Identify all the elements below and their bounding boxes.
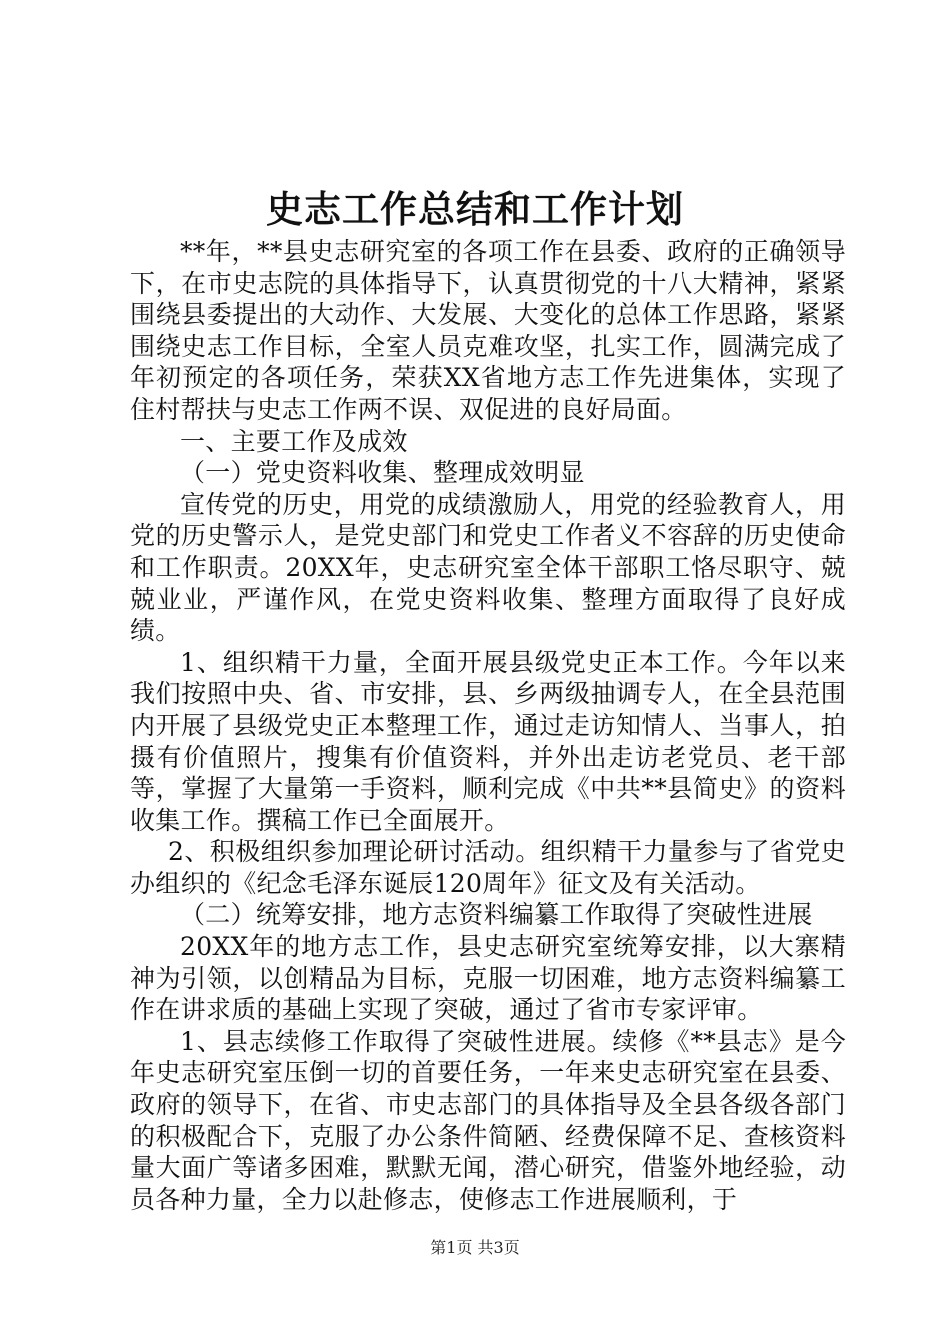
document-body	[130, 236, 846, 1215]
paragraph-intro: **年，**县史志研究室的各项工作在县委、政府的正确领导下，在市史志院的具体指导下，认真贯彻党的十八大精神，紧紧围绕县委提出的大动作、大发展、大变化的总体工作思路，紧紧围绕史志工作目标，全室人员克难攻坚，扎实工作，圆满完成了年初预定的各项任务，荣获XX省地方志工作先进集体，实现了住村帮扶与史志工作两不误、双促进的良好局面。	[130, 237, 846, 424]
heading-subsection-2: （二）统筹安排，地方志资料编纂工作取得了突破性进展	[180, 900, 813, 930]
document-title: 史志工作总结和工作计划	[266, 187, 684, 231]
paragraph-party-history: 宣传党的历史，用党的成绩激励人，用党的经验教育人，用党的历史警示人，是党史部门和党史工作者义不容辞的历史使命和工作职责。20XX年，史志研究室全体干部职工恪尽职守、兢兢业业，严谨作风，在党史资料收集、整理方面取得了良好成绩。	[130, 489, 846, 646]
heading-subsection-1: （一）党史资料收集、整理成效明显	[180, 458, 585, 488]
paragraph-county-chronicle: 1、县志续修工作取得了突破性进展。续修《**县志》是今年史志研究室压倒一切的首要任务，一年来史志研究室在县委、政府的领导下，在省、市史志部门的具体指导及全县各级各部门的积极配合下，克服了办公条件简陋、经费保障不足、查核资料量大面广等诸多困难，默默无闻，潜心研究，借鉴外地经验，动员各种力量，全力以赴修志，使修志工作进展顺利，于	[130, 1026, 846, 1214]
paragraph-local-chronicle: 20XX年的地方志工作，县史志研究室统筹安排，以大寨精神为引领，以创精品为目标，克服一切困难，地方志资料编纂工作在讲求质的基础上实现了突破，通过了省市专家评审。	[130, 932, 846, 1025]
heading-section-1: 一、主要工作及成效	[180, 426, 408, 456]
paragraph-item-1: 1、组织精干力量，全面开展县级党史正本工作。今年以来我们按照中央、省、市安排，县、乡两级抽调专人，在全县范围内开展了县级党史正本整理工作，通过走访知情人、当事人，拍摄有价值照片，搜集有价值资料，并外出走访老党员、老干部等，掌握了大量第一手资料，顺利完成《中共**县简史》的资料收集工作。撰稿工作已全面展开。	[130, 647, 846, 835]
page-footer: 第1页 共3页	[430, 1238, 520, 1257]
paragraph-item-2: 2、积极组织参加理论研讨活动。组织精干力量参与了省党史办组织的《纪念毛泽东诞辰120周年》征文及有关活动。	[130, 837, 846, 898]
